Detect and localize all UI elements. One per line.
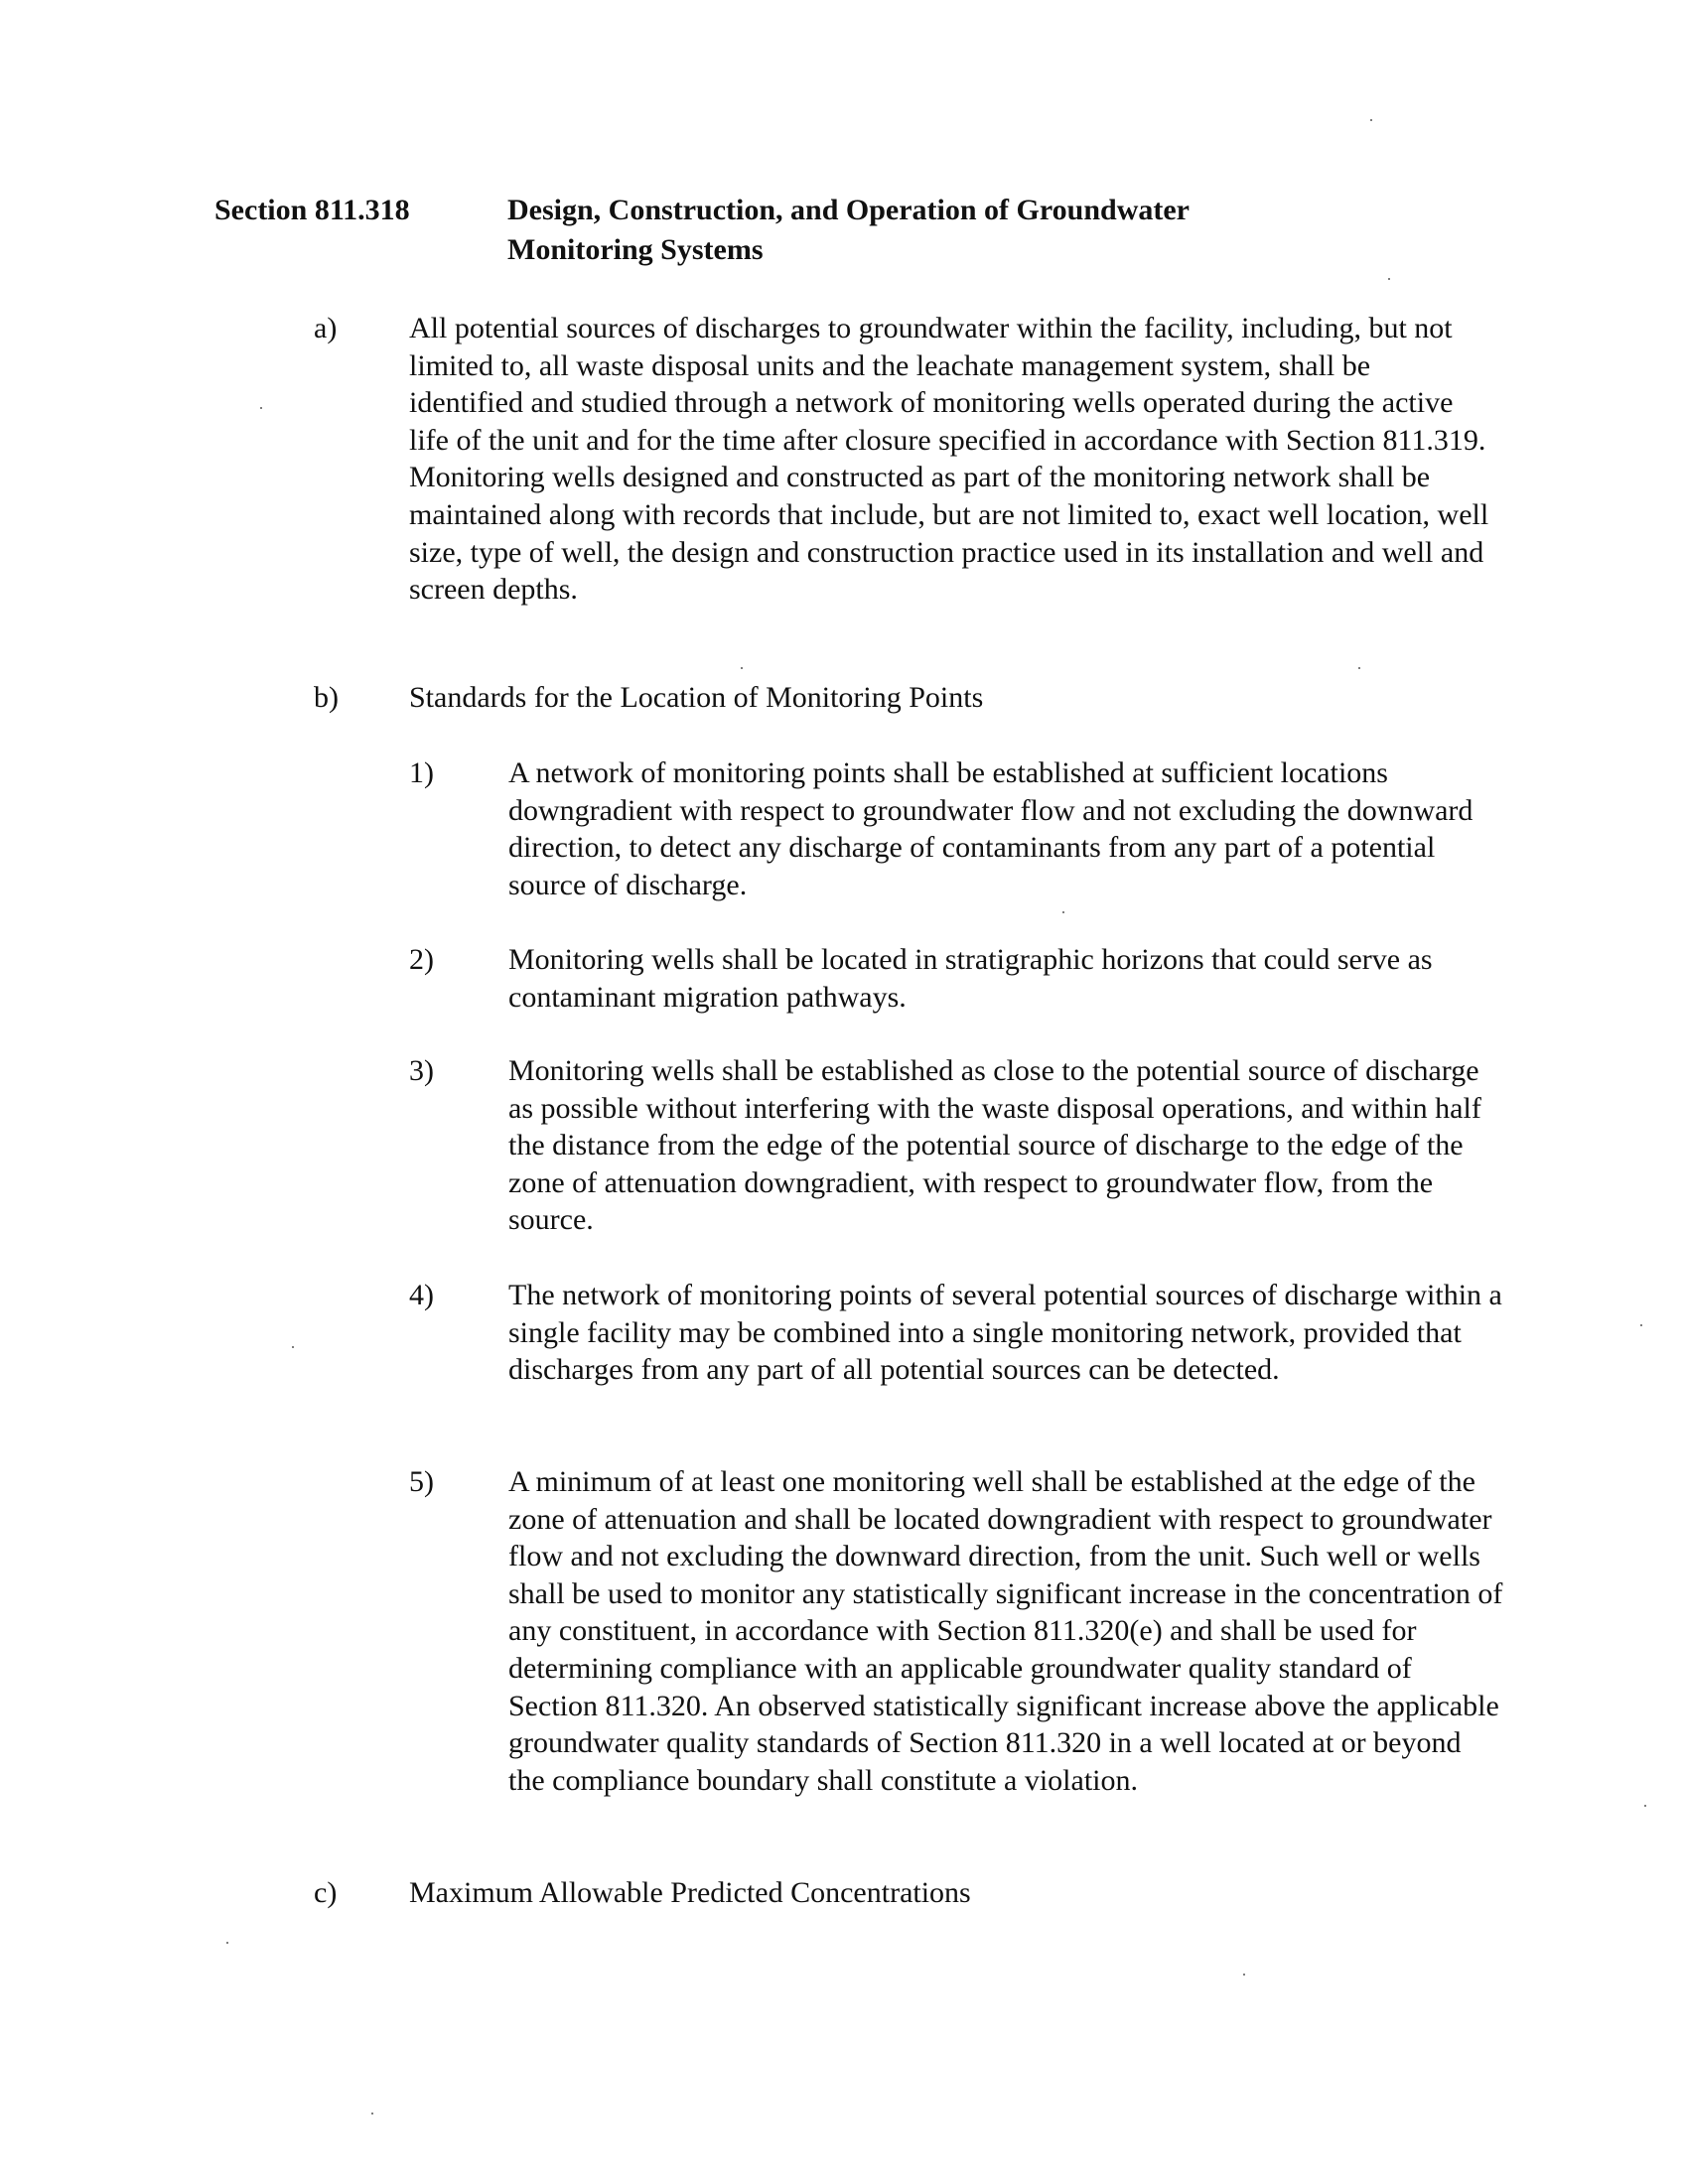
item-b-5-text: A minimum of at least one monitoring well shall be established at the edge of the zone of attenuation and shall be located downgradient with respect to groundwater flow and not excluding the downward direction, from the unit. Such well or wells shall be used to monitor any statistically significant increase in the concentration of any constituent, in accordance with Section 811.320(e) and shall be used for determining compliance with an applicable groundwater quality standard of Section 811.320. An observed statistically significant increase above the applicable groundwater quality standards of Section 811.320 in a well located at or beyond the compliance boundary shall constitute a violation. — [508, 1465, 1503, 1797]
item-b-1-label: 1) — [409, 756, 434, 789]
item-a-text: All potential sources of discharges to groundwater within the facility, including, but not limited to, all waste disposal units and the leachate management system, shall be identified and studied through a network of monitoring wells operated during the active life of the unit and for the time after closure specified in accordance with Section 811.319. Monitoring wells designed and constructed as part of the monitoring network shall be maintained along with records that include, but are not limited to, exact well location, well size, type of well, the design and construction practice used in its installation and well and screen depths. — [409, 312, 1489, 607]
item-b-4-text: The network of monitoring points of several potential sources of discharge within a single facility may be combined into a single monitoring network, provided that discharges from any part of all potential sources can be detected. — [508, 1279, 1502, 1387]
scan-speck — [1370, 119, 1372, 121]
scan-speck — [1388, 278, 1390, 280]
item-b-4-label: 4) — [409, 1279, 434, 1311]
item-b-5-label: 5) — [409, 1465, 434, 1498]
item-c-heading: Maximum Allowable Predicted Concentrations — [409, 1876, 971, 1909]
section-number: Section 811.318 — [214, 194, 410, 226]
scan-speck — [260, 407, 262, 409]
item-b-3-text: Monitoring wells shall be established as close to the potential source of discharge as possible without interfering with the waste disposal operations, and within half the distance from the edge of the potential source of discharge to the edge of the zone of attenuation downgradient, with respect to groundwater flow, from the source. — [508, 1054, 1481, 1237]
scan-speck — [226, 1942, 228, 1944]
item-b-1-text: A network of monitoring points shall be established at sufficient locations downgradient with respect to groundwater flow and not excluding the downward direction, to detect any discharge of contaminants from any part of a potential source of discharge. — [508, 756, 1474, 901]
scan-speck — [371, 2113, 373, 2115]
item-b-2-label: 2) — [409, 943, 434, 976]
scan-speck — [1644, 1805, 1646, 1807]
scan-speck — [292, 1346, 294, 1348]
item-c-label: c) — [314, 1876, 338, 1909]
item-b-label: b) — [314, 681, 339, 714]
scan-speck — [1640, 1324, 1642, 1326]
scan-speck — [741, 667, 743, 669]
section-title: Design, Construction, and Operation of Groundwater Monitoring Systems — [507, 194, 1190, 266]
scan-speck — [1358, 667, 1360, 669]
item-b-3-label: 3) — [409, 1054, 434, 1087]
scan-speck — [1062, 911, 1064, 913]
item-a-label: a) — [314, 312, 338, 344]
scan-speck — [1243, 1974, 1245, 1976]
item-b-2-text: Monitoring wells shall be located in stratigraphic horizons that could serve as contaminant migration pathways. — [508, 943, 1433, 1014]
item-b-heading: Standards for the Location of Monitoring Points — [409, 681, 984, 714]
